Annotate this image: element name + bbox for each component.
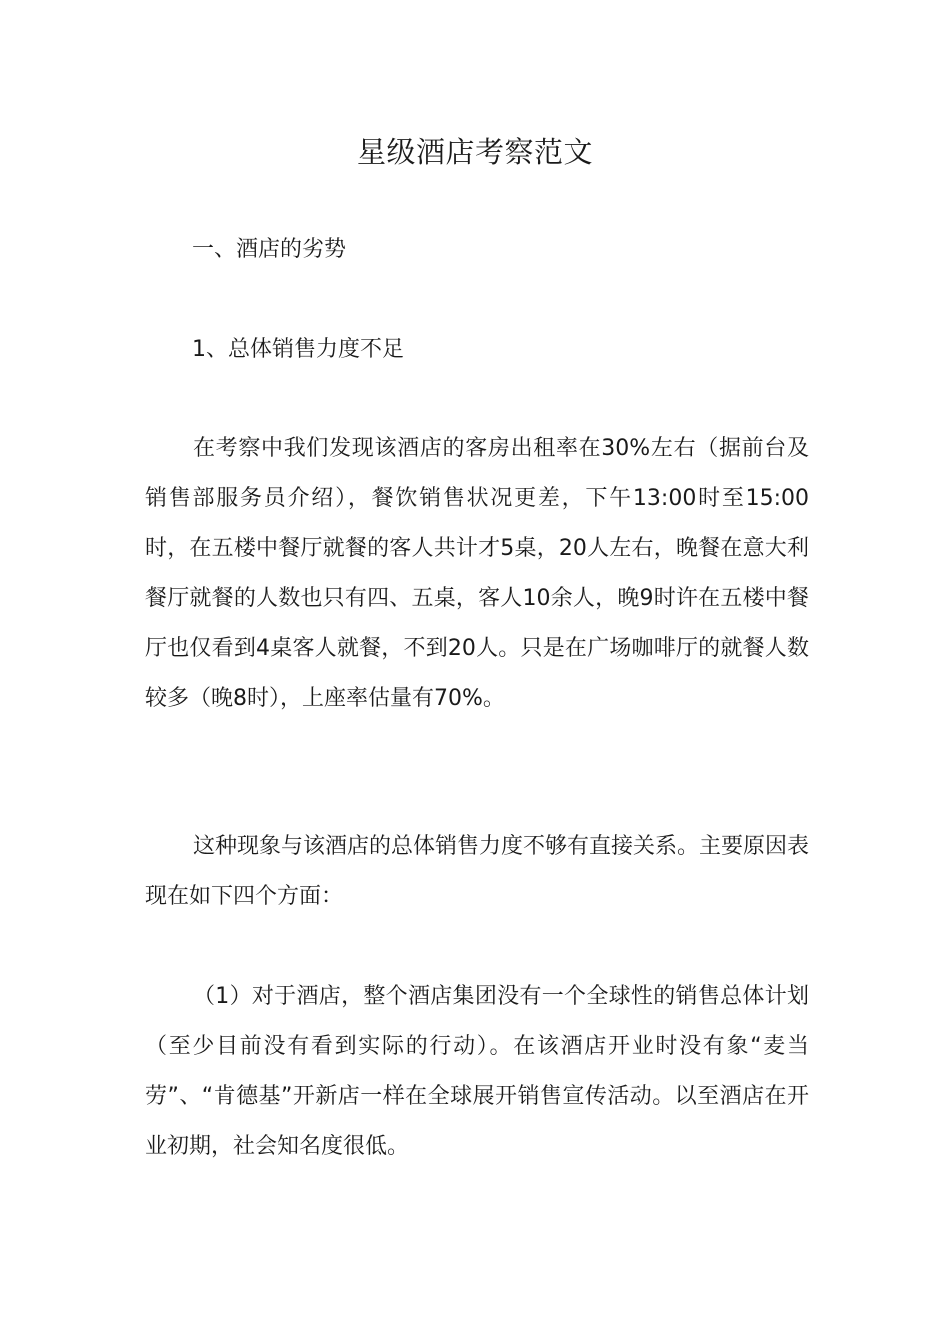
body-paragraph: 这种现象与该酒店的总体销售力度不够有直接关系。主要原因表现在如下四个方面： <box>145 834 810 909</box>
section-heading: 一、酒店的劣势 <box>192 237 347 262</box>
body-paragraph: （1）对于酒店，整个酒店集团没有一个全球性的销售总体计划（至少目前没有看到实际的行动）。在该酒店开业时没有象“麦当劳”、“肯德基”开新店一样在全球展开销售宣传活动。以至酒店在开业初期，社会知名度很低。 <box>145 984 809 1159</box>
body-paragraph: 在考察中我们发现该酒店的客房出租率在30%左右（据前台及销售部服务员介绍），餐饮销售状况更差，下午13:00时至15:00时，在五楼中餐厅就餐的客人共计才5桌，20人左右，晚餐在意大利餐厅就餐的人数也只有四、五桌，客人10余人，晚9时许在五楼中餐厅也仅看到4桌客人就餐，不到20人。只是在广场咖啡厅的就餐人数较多（晚8时），上座率估量有70%。 <box>145 436 809 711</box>
document-title: 星级酒店考察范文 <box>356 135 593 169</box>
subsection-heading: 1、总体销售力度不足 <box>192 337 404 362</box>
